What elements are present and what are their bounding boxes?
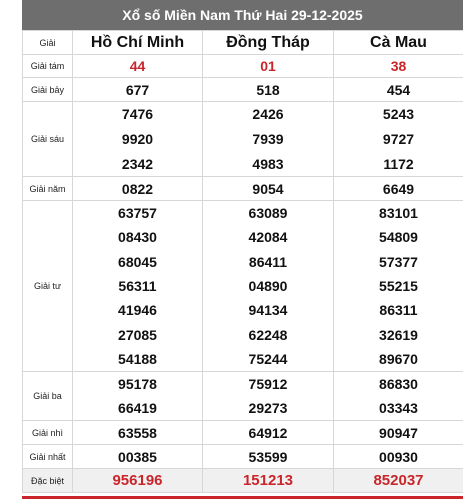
prize-label-g2: Giải nhì — [23, 421, 73, 445]
prize-value: 38 — [334, 55, 463, 78]
prize-value: 66419 — [118, 400, 157, 416]
prize-value: 83101 — [379, 205, 418, 222]
prize-row-g5 — [23, 177, 463, 201]
prize-row-g3 — [23, 372, 463, 421]
prize-cell — [203, 102, 334, 177]
prize-row-g4 — [23, 201, 463, 372]
prize-value: 86411 — [248, 253, 288, 270]
prize-value: 56311 — [118, 277, 157, 294]
special-prize-value: 956196 — [73, 469, 203, 493]
prize-value: 04890 — [248, 277, 288, 294]
prize-value: 90947 — [334, 421, 463, 445]
results-title: Xổ số Miền Nam Thứ Hai 29-12-2025 — [22, 0, 463, 30]
prize-label-g8: Giải tám — [23, 55, 73, 78]
prize-row-g8 — [23, 55, 463, 78]
prize-value: 94134 — [248, 302, 288, 319]
prize-value: 54188 — [118, 350, 157, 367]
prize-value: 64912 — [203, 421, 334, 445]
prize-value: 63089 — [248, 205, 288, 222]
prize-value: 41946 — [118, 302, 157, 319]
prize-row-g7 — [23, 78, 463, 102]
prize-value: 57377 — [379, 253, 418, 270]
prize-cell — [334, 372, 463, 421]
prize-value: 9727 — [382, 130, 415, 147]
prize-value: 1172 — [383, 155, 414, 172]
prize-value: 5243 — [382, 106, 415, 123]
prize-cell — [73, 372, 203, 421]
results-table — [22, 30, 463, 493]
prize-value: 95178 — [118, 376, 157, 392]
prize-cell — [73, 102, 203, 177]
prize-label-g6: Giải sáu — [23, 102, 73, 177]
prize-label-g4: Giải tư — [23, 201, 73, 372]
prize-cell — [334, 102, 463, 177]
header-row — [23, 31, 463, 55]
prize-value: 75244 — [248, 350, 288, 367]
bottom-divider — [22, 496, 463, 499]
lottery-results-panel — [22, 0, 463, 493]
prize-value: 44 — [73, 55, 203, 78]
special-prize-value: 151213 — [203, 469, 334, 493]
prize-value: 9054 — [203, 177, 334, 201]
prize-row-g6 — [23, 102, 463, 177]
prize-value: 6649 — [334, 177, 463, 201]
prize-row-special — [23, 469, 463, 493]
prize-value: 63757 — [118, 205, 157, 222]
prize-column-header: Giải — [23, 31, 73, 55]
prize-value: 7939 — [252, 130, 284, 147]
prize-label-g7: Giải bảy — [23, 78, 73, 102]
prize-value: 7476 — [121, 106, 154, 123]
prize-value: 86311 — [379, 302, 418, 319]
province-dong-thap[interactable]: Đồng Tháp — [203, 31, 334, 55]
special-prize-value: 852037 — [334, 469, 463, 493]
prize-cell — [334, 201, 463, 372]
province-hcm[interactable]: Hồ Chí Minh — [73, 31, 203, 55]
prize-value: 27085 — [118, 326, 157, 343]
prize-value: 29273 — [248, 400, 288, 416]
prize-value: 03343 — [379, 400, 418, 416]
prize-value: 00385 — [73, 445, 203, 469]
prize-value: 89670 — [379, 350, 418, 367]
prize-value: 00930 — [334, 445, 463, 469]
prize-value: 54809 — [379, 229, 418, 246]
prize-cell — [73, 201, 203, 372]
prize-value: 53599 — [203, 445, 334, 469]
prize-label-g3: Giải ba — [23, 372, 73, 421]
prize-value: 32619 — [379, 326, 418, 343]
prize-value: 63558 — [73, 421, 203, 445]
prize-value: 2342 — [121, 155, 154, 172]
prize-row-g2 — [23, 421, 463, 445]
prize-value: 9920 — [121, 130, 154, 147]
province-ca-mau[interactable]: Cà Mau — [334, 31, 463, 55]
prize-value: 55215 — [379, 277, 418, 294]
prize-value: 677 — [73, 78, 203, 102]
prize-value: 01 — [203, 55, 334, 78]
prize-value: 0822 — [73, 177, 203, 201]
prize-label-special: Đặc biệt — [23, 469, 73, 493]
prize-cell — [203, 201, 334, 372]
prize-label-g1: Giải nhất — [23, 445, 73, 469]
prize-value: 454 — [334, 78, 463, 102]
prize-value: 62248 — [248, 326, 288, 343]
prize-label-g5: Giải năm — [23, 177, 73, 201]
prize-value: 86830 — [379, 376, 418, 392]
prize-value: 08430 — [118, 229, 157, 246]
prize-value: 42084 — [248, 229, 288, 246]
prize-value: 4983 — [252, 155, 284, 172]
prize-row-g1 — [23, 445, 463, 469]
prize-value: 518 — [203, 78, 334, 102]
prize-value: 68045 — [118, 253, 157, 270]
prize-value: 75912 — [248, 376, 288, 392]
prize-value: 2426 — [252, 106, 284, 123]
prize-cell — [203, 372, 334, 421]
